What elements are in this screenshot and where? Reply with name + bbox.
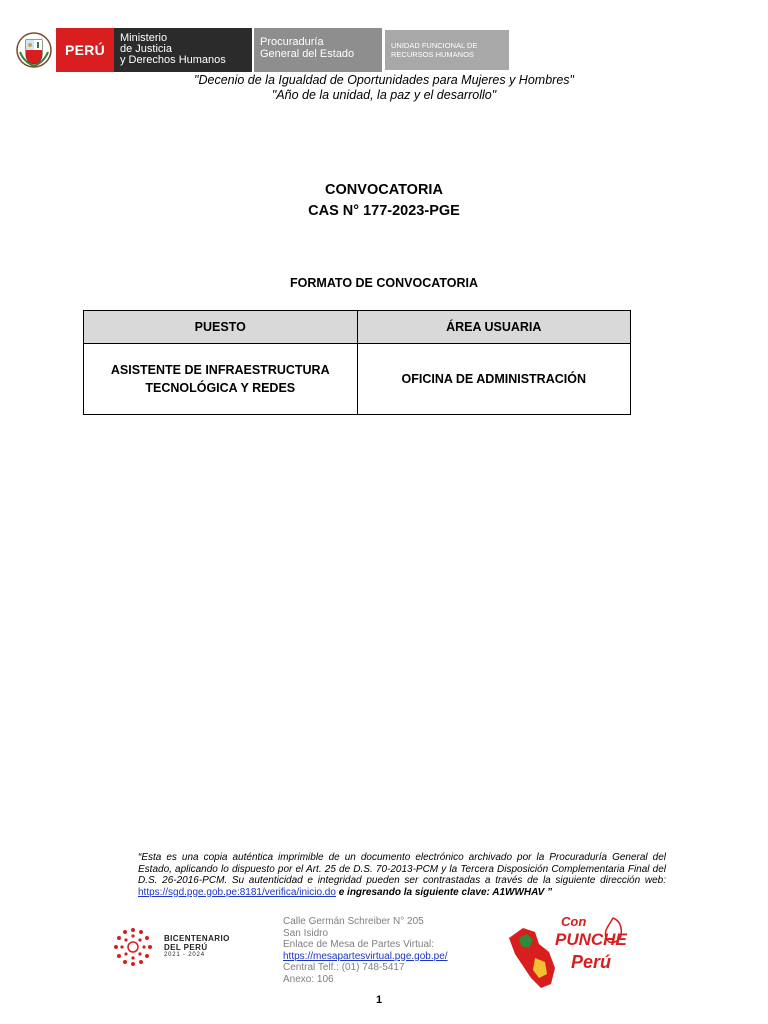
bicentenario-line: BICENTENARIO [164,934,230,943]
document-title: CONVOCATORIA [325,182,443,198]
punche-con: Con [561,914,587,929]
address-block [283,916,448,985]
phone-line: Central Telf.: (01) 748-5417 [283,962,405,973]
ministry-line: y Derechos Humanos [120,54,226,66]
authenticity-key: e ingresando la siguiente clave: A1WWHAV ” [338,886,553,898]
puesto-line: ASISTENTE DE INFRAESTRUCTURA [110,363,330,377]
decenio-slogan: "Decenio de la Igualdad de Oportunidades para Mujeres y Hombres" [194,73,574,87]
con-punche-peru-logo [505,908,633,992]
table-header-row [84,311,631,344]
table-row [84,344,631,415]
year-slogan: "Año de la unidad, la paz y el desarrollo" [271,88,497,102]
document-number: CAS N° 177-2023-PGE [308,203,460,219]
authenticity-text: “Esta es una copia auténtica imprimible de un documento electrónico archivado por la Procuraduría General del Estado, aplicando lo dispuesto por el Art. 25 de D.S. 70-2013-PCM y la Tercera Disposición Complementaria Final del D.S. 26-2016-PCM. Su autenticidad e integridad pueden ser contrastadas a través de la siguiente dirección web: [138,852,666,886]
bicentenario-emblem-icon [108,922,158,972]
bicentenario-years: 2021 - 2024 [164,952,205,958]
page-number: 1 [375,994,383,1006]
country-label: PERÚ [64,42,106,58]
bicentenario-line: DEL PERÚ [164,943,208,952]
peru-logo [56,28,114,72]
header-area-usuaria: ÁREA USUARIA [357,311,631,344]
verify-link[interactable]: https://sgd.pge.gob.pe:8181/verifica/inicio.do [138,886,336,898]
mesa-partes-link[interactable]: https://mesapartesvirtual.pge.gob.pe/ [283,950,448,962]
document-subtitle: FORMATO DE CONVOCATORIA [290,276,478,290]
address-line: San Isidro [283,927,329,939]
punche-word: PUNCHE [555,930,627,949]
address-line: Calle Germán Schreiber N° 205 [283,916,424,927]
procuraduria-line: General del Estado [260,48,355,60]
anexo-line: Anexo: 106 [283,973,334,985]
puesto-cell [84,344,358,415]
ministry-logo [114,28,252,72]
ministry-line: Ministerio [120,32,168,44]
authenticity-note [138,852,666,898]
unit-line: UNIDAD FUNCIONAL DE [391,41,478,50]
bicentenario-label [164,934,230,952]
punche-peru: Perú [571,952,612,972]
unit-logo [385,30,509,70]
procuraduria-logo [254,28,382,72]
header-puesto: PUESTO [84,311,358,344]
area-cell: OFICINA DE ADMINISTRACIÓN [357,344,631,415]
peru-coat-of-arms-icon [14,30,54,70]
bicentenario-logo [108,922,248,972]
puesto-line: TECNOLÓGICA Y REDES [145,381,296,395]
procuraduria-line: Procuraduría [260,36,324,48]
convocatoria-table [83,310,631,415]
unit-line: RECURSOS HUMANOS [391,50,474,59]
ministry-line: de Justicia [120,43,172,55]
address-line: Enlace de Mesa de Partes Virtual: [283,939,435,950]
